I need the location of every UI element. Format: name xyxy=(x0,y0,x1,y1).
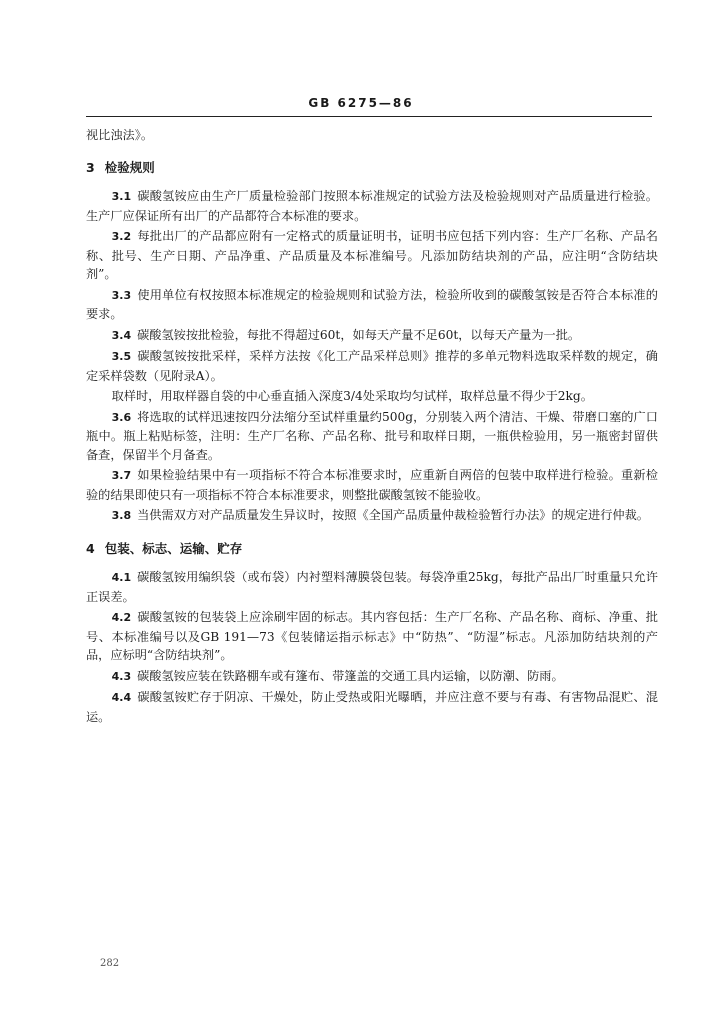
section-4-clauses xyxy=(86,568,658,726)
clause-number: 4.2 xyxy=(111,611,132,624)
body-text xyxy=(86,126,658,728)
clause-text: 当供需双方对产品质量发生异议时，按照《全国产品质量仲裁检验暂行办法》的规定进行仲裁。 xyxy=(137,508,649,522)
clause-paragraph xyxy=(86,466,658,504)
clause-text: 碳酸氢铵贮存于阴凉、干燥处，防止受热或阳光曝晒，并应注意不要与有毒、有害物品混贮、混运。 xyxy=(86,690,658,724)
standard-number-header: GB 6275—86 xyxy=(308,96,414,110)
section-title: 检验规则 xyxy=(104,159,155,175)
clause-number: 4.4 xyxy=(111,691,132,704)
clause-paragraph xyxy=(86,408,658,465)
clause-paragraph xyxy=(86,506,658,526)
clause-paragraph xyxy=(86,568,658,606)
clause-paragraph xyxy=(86,227,658,284)
section-number: 3 xyxy=(86,159,95,175)
clause-paragraph xyxy=(86,688,658,726)
clause-paragraph xyxy=(86,187,658,225)
clause-paragraph xyxy=(86,608,658,665)
section-3-clauses xyxy=(86,187,658,526)
clause-text: 每批出厂的产品都应附有一定格式的质量证明书，证明书应包括下列内容：生产厂名称、产品名称、批号、生产日期、产品净重、产品质量及本标准编号。凡添加防结块剂的产品，应注明“含防结块剂”。 xyxy=(86,229,658,281)
section-number: 4 xyxy=(86,540,95,556)
clause-paragraph xyxy=(86,667,658,687)
header-rule xyxy=(86,116,652,117)
clause-text: 碳酸氢铵按批检验，每批不得超过60t，如每天产量不足60t，以每天产量为一批。 xyxy=(137,327,581,342)
clause-text: 碳酸氢铵用编织袋（或布袋）内衬塑料薄膜袋包装。每袋净重25kg，每批产品出厂时重量只允许正误差。 xyxy=(86,570,658,604)
clause-number: 3.7 xyxy=(111,469,132,482)
clause-number: 4.3 xyxy=(111,669,132,683)
clause-text: 如果检验结果中有一项指标不符合本标准要求时，应重新自两倍的包装中取样进行检验。重新检验的结果即使只有一项指标不符合本标准要求，则整批碳酸氢铵不能验收。 xyxy=(86,468,658,502)
clause-number: 3.8 xyxy=(111,509,132,522)
clause-number: 4.1 xyxy=(111,571,132,584)
clause-number: 3.5 xyxy=(111,350,132,363)
continued-text: 视比浊法》。 xyxy=(86,128,154,142)
clause-number: 3.3 xyxy=(111,288,132,302)
clause-number: 3.1 xyxy=(111,190,132,203)
section-title: 包装、标志、运输、贮存 xyxy=(104,540,243,556)
clause-text: 使用单位有权按照本标准规定的检验规则和试验方法，检验所收到的碳酸氢铵是否符合本标准的要求。 xyxy=(86,287,658,321)
clause-text: 碳酸氢铵的包装袋上应涂刷牢固的标志。其内容包括：生产厂名称、产品名称、商标、净重、批号、本标准编号以及GB 191—73《包装储运指示标志》中“防热”、“防湿”标志。凡添加防结块剂的产品，应标明“含防结块剂”。 xyxy=(86,610,658,662)
clause-number: 3.4 xyxy=(111,328,132,342)
clause-paragraph xyxy=(86,326,658,346)
clause-number: 3.2 xyxy=(111,230,132,243)
section-4-heading xyxy=(86,540,658,559)
page-number: 282 xyxy=(100,958,120,969)
clause-paragraph xyxy=(86,347,658,385)
clause-text: 碳酸氢铵应由生产厂质量检验部门按照本标准规定的试验方法及检验规则对产品质量进行检验。生产厂应保证所有出厂的产品都符合本标准的要求。 xyxy=(86,189,658,223)
clause-text: 碳酸氢铵应装在铁路棚车或有篷布、带篷盖的交通工具内运输，以防潮、防雨。 xyxy=(137,668,564,683)
clause-number: 3.6 xyxy=(111,410,132,424)
clause-paragraph xyxy=(86,387,658,406)
clause-text: 碳酸氢铵按批采样，采样方法按《化工产品采样总则》推荐的多单元物料选取采样数的规定，确定采样袋数（见附录A）。 xyxy=(86,349,658,383)
clause-text: 将选取的试样迅速按四分法缩分至试样重量约500g，分别装入两个清洁、干燥、带磨口塞的广口瓶中。瓶上粘贴标签，注明：生产厂名称、产品名称、批号和取样日期，一瓶供检验用，另一瓶密封留供备查，保留半个月备查。 xyxy=(86,409,658,462)
section-3-heading xyxy=(86,159,658,178)
clause-text: 取样时，用取样器自袋的中心垂直插入深度3/4处采取均匀试样，取样总量不得少于2kg。 xyxy=(111,389,593,403)
clause-paragraph xyxy=(86,286,658,324)
